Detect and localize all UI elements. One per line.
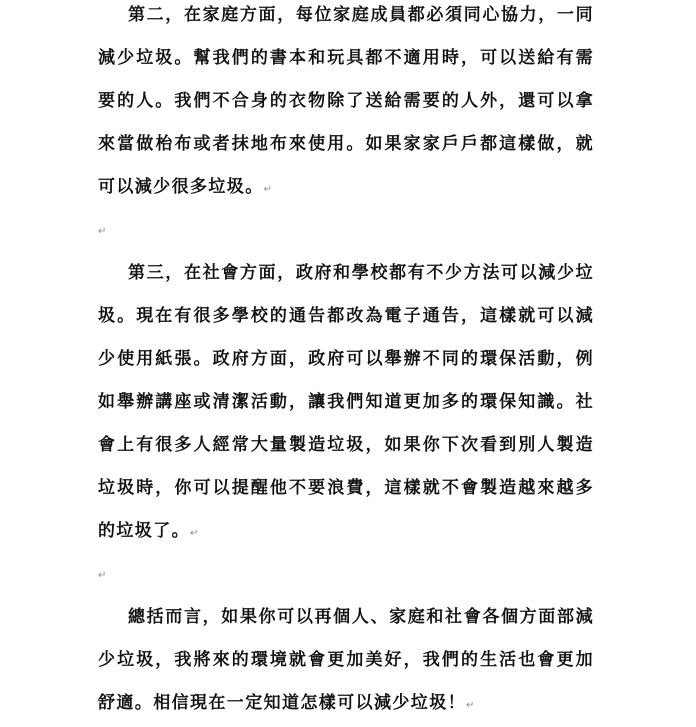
paragraph-text: 第三，在社會方面，政府和學校都有不少方法可以減少垃圾。現在有很多學校的通告都改為電子通告，這樣就可以減少使用紙張。政府方面，政府可以舉辦不同的環保活動，例如舉辦講座或清潔活動，讓我們知道更加多的環保知識。社會上有很多人經常大量製造垃圾，如果你下次看到別人製造垃圾時，你可以提醒他不要浪費，這樣就不會製造越來越多的垃圾了。 bbox=[98, 263, 594, 541]
paragraph-mark-icon: ↵ bbox=[98, 570, 107, 581]
paragraph-family bbox=[98, 0, 594, 211]
paragraph-conclusion bbox=[98, 596, 594, 727]
paragraph-mark-icon: ↵ bbox=[98, 226, 107, 237]
paragraph-mark-icon: ↵ bbox=[263, 184, 272, 195]
empty-paragraph bbox=[98, 569, 106, 583]
paragraph-mark-icon: ↵ bbox=[466, 700, 475, 711]
paragraph-text: 第二，在家庭方面，每位家庭成員都必須同心協力，一同減少垃圾。幫我們的書本和玩具都不適用時，可以送給有需要的人。我們不合身的衣物除了送給需要的人外，還可以拿來當做枱布或者抹地布來使用。如果家家戶戶都這樣做，就可以減少很多垃圾。 bbox=[98, 5, 594, 197]
paragraph-society bbox=[98, 252, 594, 555]
paragraph-text: 總括而言，如果你可以再個人、家庭和社會各個方面部減少垃圾，我將來的環境就會更加美好，我們的生活也會更加舒適。相信現在一定知道怎樣可以減少垃圾！ bbox=[98, 607, 594, 713]
empty-paragraph bbox=[98, 225, 106, 239]
paragraph-mark-icon: ↵ bbox=[190, 528, 199, 539]
